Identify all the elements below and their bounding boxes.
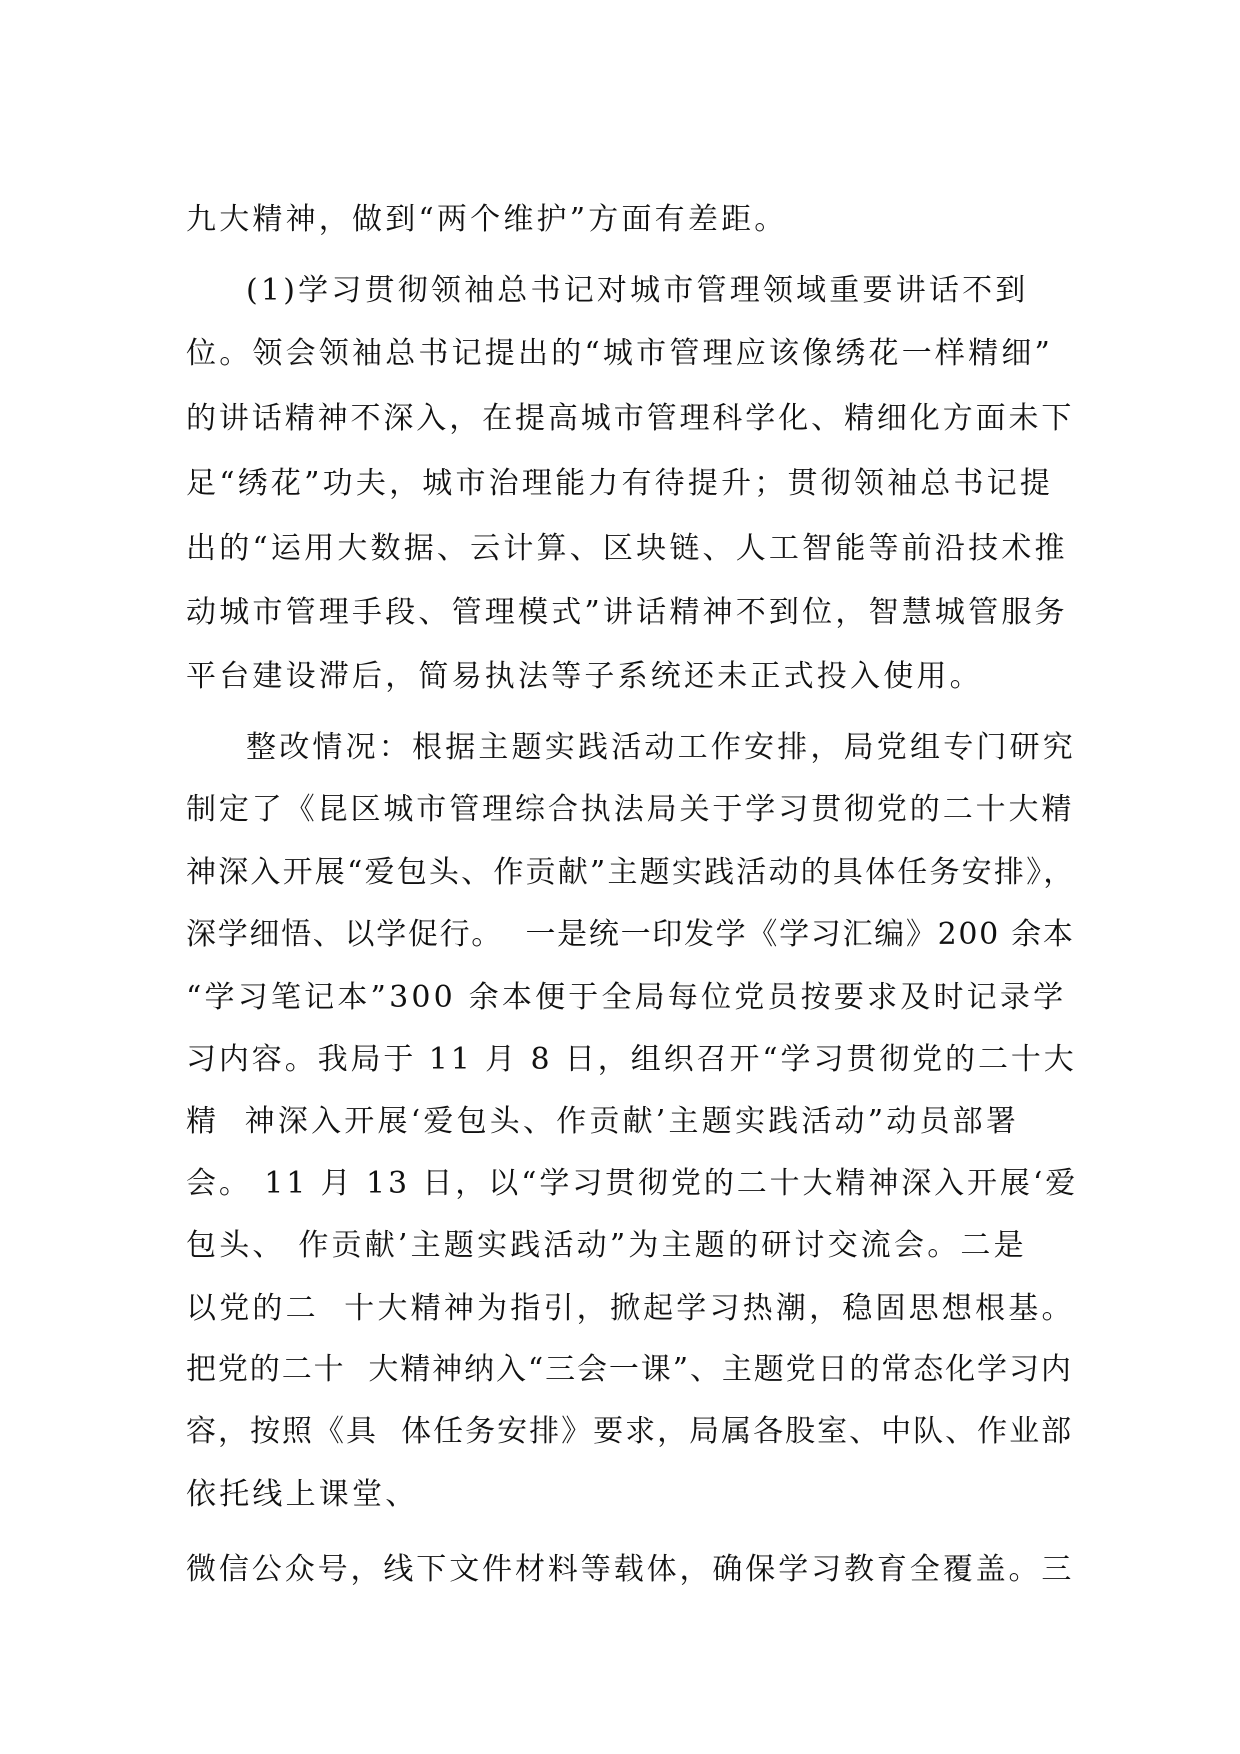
text-line: 整改情况：根据主题实践活动工作安排，局党组专门研究: [246, 730, 1076, 765]
text-line: (1)学习贯彻领袖总书记对城市管理领域重要讲话不到: [246, 273, 1029, 308]
text-line: 包头、 作贡献’主题实践活动”为主题的研讨交流会。二是: [186, 1228, 1027, 1263]
text-line: 出的“运用大数据、云计算、区块链、人工智能等前沿技术推: [186, 531, 1068, 566]
text-line: 容，按照《具 体任务安排》要求，局属各股室、中队、作业部: [186, 1414, 1074, 1449]
text-line: 位。领会领袖总书记提出的“城市管理应该像绣花一样精细”: [186, 336, 1054, 371]
text-line: 会。 11 月 13 日，以“学习贯彻党的二十大精神深入开展‘爱: [186, 1166, 1079, 1201]
text-line: 依托线上课堂、: [186, 1477, 419, 1512]
text-line: 把党的二十 大精神纳入“三会一课”、主题党日的常态化学习内: [186, 1352, 1073, 1387]
text-line: 神深入开展“爱包头、作贡献”主题实践活动的具体任务安排》，: [186, 855, 1076, 890]
text-line: 以党的二 十大精神为指引，掀起学习热潮，稳固思想根基。: [186, 1291, 1075, 1326]
text-line: 足“绣花”功夫，城市治理能力有待提升；贯彻领袖总书记提: [186, 466, 1054, 501]
text-line: 九大精神，做到“两个维护”方面有差距。: [186, 202, 788, 237]
text-line: 制定了《昆区城市管理综合执法局关于学习贯彻党的二十大精: [186, 792, 1075, 827]
text-line: 深学细悟、以学促行。 一是统一印发学《学习汇编》200 余本: [186, 917, 1075, 952]
text-line: 动城市管理手段、管理模式”讲话精神不到位，智慧城管服务: [186, 595, 1068, 630]
text-line: 精 神深入开展‘爱包头、作贡献’主题实践活动”动员部署: [186, 1104, 1020, 1139]
text-line: 微信公众号，线下文件材料等载体，确保学习教育全覆盖。三: [186, 1552, 1075, 1587]
text-line: “学习笔记本”300 余本便于全局每位党员按要求及时记录学: [186, 980, 1067, 1015]
text-line: 习内容。我局于 11 月 8 日，组织召开“学习贯彻党的二十大: [186, 1042, 1077, 1077]
text-line: 的讲话精神不深入，在提高城市管理科学化、精细化方面未下: [186, 401, 1075, 436]
text-line: 平台建设滞后，简易执法等子系统还未正式投入使用。: [186, 659, 983, 694]
